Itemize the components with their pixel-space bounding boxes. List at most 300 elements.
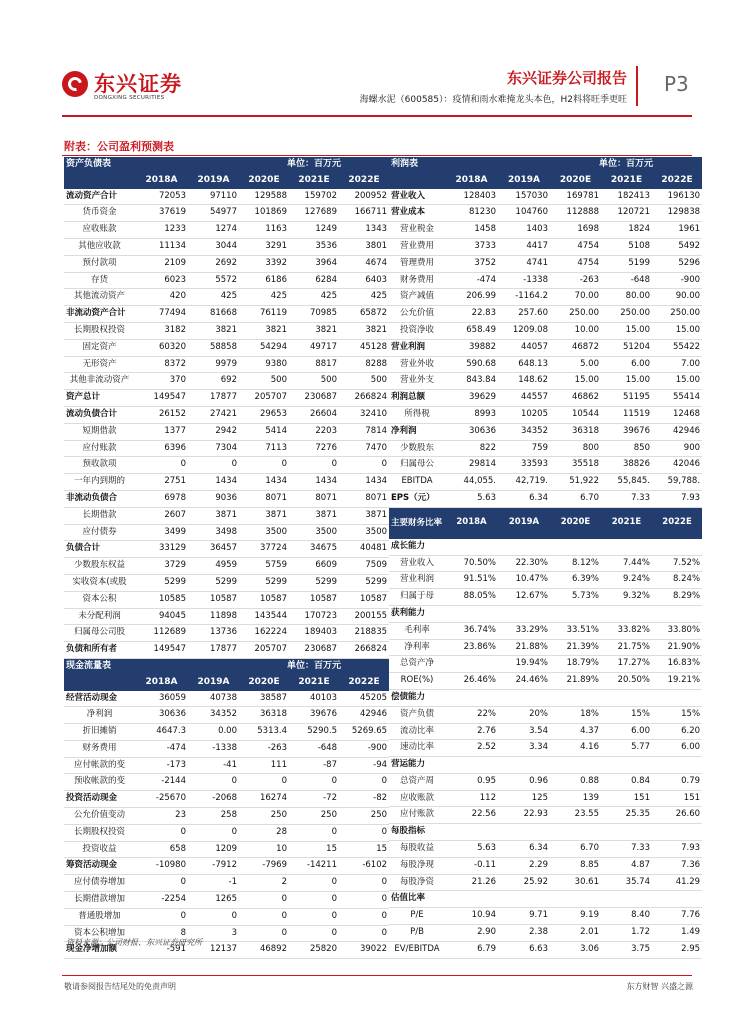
cell-value: 3821 <box>339 322 389 339</box>
row-label: 流动负债合计 <box>64 406 135 423</box>
cell-value: 22.83 <box>445 306 498 323</box>
cell-value: 0 <box>188 908 239 925</box>
table-row <box>389 572 702 589</box>
cell-value: 46862 <box>550 390 601 407</box>
cell-value: -10980 <box>135 858 188 875</box>
cell-value: 16.83% <box>652 656 702 673</box>
cell-value: 25.35 <box>601 807 652 824</box>
cell-value: 5108 <box>601 238 652 255</box>
row-label: 财务费用 <box>64 740 135 757</box>
table-row <box>64 457 389 474</box>
cell-value: 76119 <box>239 306 289 323</box>
row-label: 资产负债 <box>389 706 445 723</box>
cell-value: 148.62 <box>498 373 550 390</box>
year-header-blank <box>64 173 135 189</box>
table-row <box>389 689 702 706</box>
cell-value: 23 <box>135 808 188 825</box>
cell-value: 166711 <box>339 205 389 222</box>
cell-value: 55422 <box>652 339 702 356</box>
cell-value: 10.94 <box>445 908 498 925</box>
table-row <box>64 339 389 356</box>
cell-value: 3821 <box>188 322 239 339</box>
cell-value: 0 <box>289 875 339 892</box>
cell-value: 10.00 <box>550 322 601 339</box>
table-row <box>389 891 702 908</box>
year-header-blank <box>389 173 445 189</box>
row-label: 长期借款 <box>64 507 135 524</box>
cell-value: 3729 <box>135 558 188 575</box>
table-row <box>64 507 389 524</box>
cell-value: 7.76 <box>652 908 702 925</box>
year-header: 2021E <box>289 173 339 189</box>
table-row <box>389 272 702 289</box>
cell-value: 30.61 <box>550 874 601 891</box>
logo <box>62 68 192 104</box>
table-row <box>389 474 702 491</box>
cell-value: 162224 <box>239 625 289 642</box>
row-label: 长期借款增加 <box>64 892 135 909</box>
cell-value: 10585 <box>135 591 188 608</box>
cell-value: 1961 <box>652 222 702 239</box>
row-label: 预收款项 <box>64 457 135 474</box>
cell-value: 29814 <box>445 457 498 474</box>
cell-value: 4754 <box>550 255 601 272</box>
table-row <box>64 824 389 841</box>
table-title-row <box>64 658 389 674</box>
cell-value: 0.95 <box>445 773 498 790</box>
cell-value <box>601 757 652 774</box>
cell-value: 3392 <box>239 255 289 272</box>
cell-value: 10587 <box>239 591 289 608</box>
table-row <box>64 306 389 323</box>
cell-value: 7276 <box>289 440 339 457</box>
cell-value: 33.80% <box>652 622 702 639</box>
row-label: 无形资产 <box>64 356 135 373</box>
row-label: 固定资产 <box>64 339 135 356</box>
row-label: 经营活动现金 <box>64 691 135 707</box>
cell-value: 0.00 <box>188 724 239 741</box>
cell-value: 149547 <box>135 390 188 407</box>
cell-value <box>550 539 601 555</box>
cell-value: 25820 <box>289 942 339 959</box>
cell-value: 120721 <box>601 205 652 222</box>
cell-value: 15.00 <box>550 373 601 390</box>
cell-value: 10 <box>239 841 289 858</box>
cell-value: 205707 <box>239 390 289 407</box>
table-row <box>389 673 702 690</box>
year-header: 2021E <box>289 675 339 691</box>
cell-value: 44057 <box>498 339 550 356</box>
row-label: 归属母公司股 <box>64 625 135 642</box>
table-row <box>389 941 702 958</box>
cell-value <box>601 891 652 908</box>
cell-value: 7.00 <box>652 356 702 373</box>
cell-value: 90.00 <box>652 289 702 306</box>
cell-value: 3291 <box>239 238 289 255</box>
cell-value: 5.73% <box>550 589 601 606</box>
cell-value: -900 <box>652 272 702 289</box>
cell-value: 70.50% <box>445 555 498 572</box>
table-row <box>389 490 702 507</box>
row-label: 成长能力 <box>389 539 445 555</box>
cell-value: 658.49 <box>445 322 498 339</box>
cell-value: 15.00 <box>652 373 702 390</box>
row-label: 净利润 <box>64 707 135 724</box>
table-row <box>389 322 702 339</box>
table-row <box>64 908 389 925</box>
table-row <box>389 373 702 390</box>
cell-value: 38826 <box>601 457 652 474</box>
cell-value: 37619 <box>135 205 188 222</box>
cell-value: 21.39% <box>550 639 601 656</box>
cell-value: 12468 <box>652 406 702 423</box>
source-note: 资料来源：公司财报、东兴证券研究所 <box>66 938 202 947</box>
table-row <box>64 406 389 423</box>
year-header: 2019A <box>498 173 550 189</box>
row-label: 每股净资 <box>389 874 445 891</box>
cell-value: -1338 <box>498 272 550 289</box>
cell-value: -1 <box>188 875 239 892</box>
table-spacer <box>135 658 239 674</box>
cell-value: 370 <box>135 373 188 390</box>
table-title-row <box>64 157 389 173</box>
cell-value: 250 <box>289 808 339 825</box>
cell-value: -263 <box>239 740 289 757</box>
cell-value: 6396 <box>135 440 188 457</box>
year-header: 2018A <box>445 507 498 539</box>
row-label: 财务费用 <box>389 272 445 289</box>
cell-value <box>445 605 498 622</box>
cell-value: 15% <box>601 706 652 723</box>
cell-value: 104760 <box>498 205 550 222</box>
row-label: 流动资产合计 <box>64 189 135 205</box>
cell-value: 266824 <box>339 642 389 659</box>
cell-value: 218835 <box>339 625 389 642</box>
cell-value: 58858 <box>188 339 239 356</box>
table-row <box>64 608 389 625</box>
table-row <box>389 706 702 723</box>
table-row <box>64 541 389 558</box>
table-row <box>64 474 389 491</box>
cell-value: 189403 <box>289 625 339 642</box>
table-row <box>389 740 702 757</box>
table-row <box>64 490 389 507</box>
cell-value: 250.00 <box>601 306 652 323</box>
cell-value: 33129 <box>135 541 188 558</box>
cell-value: 157030 <box>498 189 550 205</box>
cell-value: 101869 <box>239 205 289 222</box>
cell-value: 39022 <box>339 942 389 959</box>
row-label: 营业外收 <box>389 356 445 373</box>
table-row <box>64 875 389 892</box>
cell-value <box>601 689 652 706</box>
table-row <box>64 791 389 808</box>
table-row <box>389 925 702 942</box>
cell-value: 5269.65 <box>339 724 389 741</box>
row-label: 普通股增加 <box>64 908 135 925</box>
table-row <box>389 189 702 205</box>
cell-value: 8.24% <box>652 572 702 589</box>
cell-value: 9.71 <box>498 908 550 925</box>
row-label: 筹资活动现金 <box>64 858 135 875</box>
cell-value: 2942 <box>188 423 239 440</box>
table-row <box>64 289 389 306</box>
cell-value: 16274 <box>239 791 289 808</box>
cell-value: 8993 <box>445 406 498 423</box>
footer-rule <box>62 975 692 976</box>
table-row <box>64 858 389 875</box>
row-label: 实收资本(或股 <box>64 574 135 591</box>
cell-value: 1434 <box>339 474 389 491</box>
cell-value <box>652 689 702 706</box>
cell-value: 7.93 <box>652 490 702 507</box>
cell-value: 2692 <box>188 255 239 272</box>
cell-value: 6.20 <box>652 723 702 740</box>
cell-value: 3821 <box>239 322 289 339</box>
cell-value: 5572 <box>188 272 239 289</box>
cell-value: 0 <box>289 925 339 942</box>
table-row <box>64 189 389 205</box>
cell-value: -41 <box>188 757 239 774</box>
table-row <box>64 707 389 724</box>
row-label: 营业成本 <box>389 205 445 222</box>
table-row <box>64 841 389 858</box>
cell-value: 3500 <box>239 524 289 541</box>
cell-value: 40481 <box>339 541 389 558</box>
cell-value: 425 <box>239 289 289 306</box>
cell-value: 112689 <box>135 625 188 642</box>
row-label: 短期借款 <box>64 423 135 440</box>
cell-value: 35.74 <box>601 874 652 891</box>
cell-value: 6.70 <box>550 490 601 507</box>
footer-slogan: 东方财智 兴盛之源 <box>626 982 693 991</box>
cell-value: -648 <box>601 272 652 289</box>
cell-value: 143544 <box>239 608 289 625</box>
cell-value: 42946 <box>339 707 389 724</box>
row-label: 归属母公 <box>389 457 445 474</box>
cell-value: 5296 <box>652 255 702 272</box>
table-row <box>389 205 702 222</box>
cell-value: 40103 <box>289 691 339 707</box>
cell-value: -7912 <box>188 858 239 875</box>
row-label: 营业收入 <box>389 189 445 205</box>
cell-value: 0 <box>289 824 339 841</box>
cell-value: 127689 <box>289 205 339 222</box>
cell-value: 18.79% <box>550 656 601 673</box>
cell-value: 32410 <box>339 406 389 423</box>
row-label: 存货 <box>64 272 135 289</box>
cell-value: 21.75% <box>601 639 652 656</box>
cell-value: 23.55 <box>550 807 601 824</box>
cell-value: 200952 <box>339 189 389 205</box>
cell-value: 257.60 <box>498 306 550 323</box>
cell-value: 3536 <box>289 238 339 255</box>
row-label: P/B <box>389 925 445 942</box>
cell-value: 7814 <box>339 423 389 440</box>
cell-value: 5199 <box>601 255 652 272</box>
cell-value: 1434 <box>289 474 339 491</box>
cell-value: 36318 <box>239 707 289 724</box>
cell-value: -173 <box>135 757 188 774</box>
unit-label: 单位：百万元 <box>239 157 389 173</box>
cell-value: 36457 <box>188 541 239 558</box>
cell-value: -474 <box>445 272 498 289</box>
ratio-header-label: 主要财务比率 <box>389 507 445 539</box>
row-label: 总资产周 <box>389 773 445 790</box>
cell-value: 648.13 <box>498 356 550 373</box>
cell-value: 36059 <box>135 691 188 707</box>
row-label: 资本公积增加 <box>64 925 135 942</box>
cell-value: 42946 <box>652 423 702 440</box>
cell-value: -25670 <box>135 791 188 808</box>
cell-value: 65872 <box>339 306 389 323</box>
cell-value: -2144 <box>135 774 188 791</box>
cell-value: 5299 <box>188 574 239 591</box>
cell-value: 5299 <box>339 574 389 591</box>
cell-value: 4647.3 <box>135 724 188 741</box>
cell-value <box>498 757 550 774</box>
cell-value: 0 <box>239 774 289 791</box>
cell-value: 1698 <box>550 222 601 239</box>
cell-value: 3.06 <box>550 941 601 958</box>
table-row <box>64 390 389 407</box>
cell-value: 1233 <box>135 222 188 239</box>
cell-value: 24.46% <box>498 673 550 690</box>
cell-value <box>445 689 498 706</box>
row-label: 利润总额 <box>389 390 445 407</box>
cell-value: 10587 <box>188 591 239 608</box>
cell-value: -263 <box>550 272 601 289</box>
table-row <box>64 574 389 591</box>
cell-value: 230687 <box>289 390 339 407</box>
cell-value: 15 <box>289 841 339 858</box>
cell-value: 9036 <box>188 490 239 507</box>
row-label: EPS（元） <box>389 490 445 507</box>
cell-value <box>498 605 550 622</box>
cell-value <box>498 824 550 841</box>
table-row <box>389 406 702 423</box>
cell-value: 0 <box>289 908 339 925</box>
cell-value: 0.96 <box>498 773 550 790</box>
cell-value: 170723 <box>289 608 339 625</box>
row-label: 投资收益 <box>64 841 135 858</box>
table-row <box>64 222 389 239</box>
row-label: 管理费用 <box>389 255 445 272</box>
cell-value: -900 <box>339 740 389 757</box>
cell-value: 13736 <box>188 625 239 642</box>
cell-value: 55,845. <box>601 474 652 491</box>
cell-value: 29653 <box>239 406 289 423</box>
cell-value: 7470 <box>339 440 389 457</box>
cell-value: 0 <box>339 925 389 942</box>
cell-value: 33.29% <box>498 622 550 639</box>
cell-value: 129838 <box>652 205 702 222</box>
cell-value: 91.51% <box>445 572 498 589</box>
cell-value: 6.39% <box>550 572 601 589</box>
cell-value: 15.00 <box>652 322 702 339</box>
footer-disclaimer: 敬请参阅报告结尾处的免责声明 <box>64 982 176 991</box>
row-label: 预收帐款的变 <box>64 774 135 791</box>
table-row <box>64 524 389 541</box>
table-row <box>389 790 702 807</box>
cell-value: 5299 <box>289 574 339 591</box>
cell-value: 850 <box>601 440 652 457</box>
cell-value: 3500 <box>339 524 389 541</box>
cell-value: 250 <box>339 808 389 825</box>
cell-value: 46872 <box>550 339 601 356</box>
logo-mark-icon <box>62 71 88 97</box>
cell-value: 3871 <box>188 507 239 524</box>
section-title: 附表：公司盈利预测表 <box>64 140 174 153</box>
table-row <box>64 356 389 373</box>
cell-value: 0 <box>289 774 339 791</box>
table-row <box>64 591 389 608</box>
cell-value: 5492 <box>652 238 702 255</box>
table-row <box>389 908 702 925</box>
income-statement-table <box>389 157 702 959</box>
cell-value: 0 <box>135 908 188 925</box>
cell-value: 2.52 <box>445 740 498 757</box>
cell-value: 6.70 <box>550 841 601 858</box>
cell-value: 94045 <box>135 608 188 625</box>
cell-value: 5.63 <box>445 490 498 507</box>
row-label: 非流动资产合计 <box>64 306 135 323</box>
cell-value: 35518 <box>550 457 601 474</box>
table-title: 利润表 <box>389 157 445 173</box>
cell-value: 8 <box>135 925 188 942</box>
year-header-row <box>64 675 389 691</box>
cell-value: 9.32% <box>601 589 652 606</box>
row-label: 折旧摊销 <box>64 724 135 741</box>
cell-value: 0 <box>239 925 289 942</box>
cell-value: 5.63 <box>445 841 498 858</box>
cell-value: 3044 <box>188 238 239 255</box>
cell-value: 206.99 <box>445 289 498 306</box>
row-label: 货币资金 <box>64 205 135 222</box>
cell-value: 34675 <box>289 541 339 558</box>
cell-value: 4.16 <box>550 740 601 757</box>
table-title-row <box>389 157 702 173</box>
cell-value: 3733 <box>445 238 498 255</box>
cell-value: 205707 <box>239 642 289 659</box>
row-label: 投资活动现金 <box>64 791 135 808</box>
cell-value: 1403 <box>498 222 550 239</box>
row-label: ROE(%) <box>389 673 445 690</box>
cell-value: 49717 <box>289 339 339 356</box>
cell-value: 2109 <box>135 255 188 272</box>
cell-value: 21.90% <box>652 639 702 656</box>
year-header: 2021E <box>601 507 652 539</box>
row-label: 每股指标 <box>389 824 445 841</box>
cell-value: 12.67% <box>498 589 550 606</box>
cell-value <box>498 539 550 555</box>
cell-value: 112 <box>445 790 498 807</box>
cell-value: -591 <box>135 942 188 959</box>
cell-value: 15.00 <box>601 322 652 339</box>
cell-value: 0.84 <box>601 773 652 790</box>
cell-value <box>652 891 702 908</box>
cell-value: 15 <box>339 841 389 858</box>
cell-value: 7.33 <box>601 841 652 858</box>
year-header: 2020E <box>239 675 289 691</box>
cell-value: 2.95 <box>652 941 702 958</box>
cell-value: 3.54 <box>498 723 550 740</box>
row-label: 投资净收 <box>389 322 445 339</box>
cell-value: 6.00 <box>652 740 702 757</box>
table-row <box>64 440 389 457</box>
cell-value: 11898 <box>188 608 239 625</box>
table-row <box>389 622 702 639</box>
